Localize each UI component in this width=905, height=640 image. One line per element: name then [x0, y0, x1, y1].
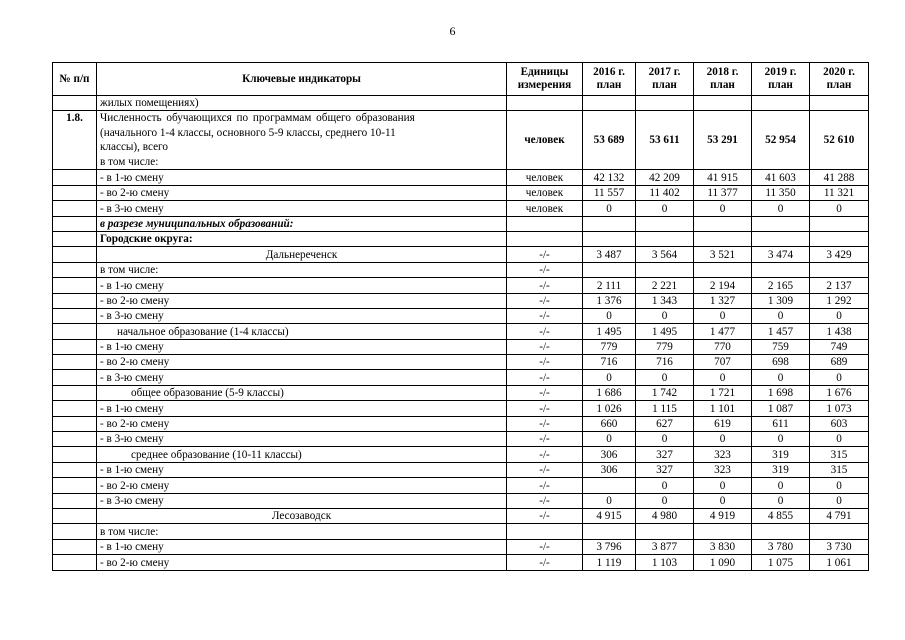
- value-cell: 4 915: [583, 508, 636, 523]
- value-cell: 0: [583, 308, 636, 323]
- value-cell: 1 327: [694, 293, 752, 308]
- indicator-cell: - в 3-ю смену: [97, 493, 507, 508]
- value-cell: 1 477: [694, 324, 752, 339]
- value-cell: 3 521: [694, 247, 752, 262]
- value-cell: [810, 262, 869, 277]
- table-row: [53, 555, 869, 570]
- table-row: [53, 293, 869, 308]
- indicator-cell: - во 2-ю смену: [97, 185, 507, 200]
- table-row: [53, 96, 869, 111]
- unit-cell: -/-: [507, 447, 583, 462]
- value-cell: 0: [636, 201, 694, 216]
- value-cell: [583, 216, 636, 231]
- table-row: [53, 308, 869, 323]
- value-cell: 611: [752, 416, 810, 431]
- indicator-cell: в том числе:: [97, 524, 507, 539]
- value-cell: [752, 231, 810, 246]
- unit-cell: человек: [507, 185, 583, 200]
- value-cell: 53 611: [636, 111, 694, 170]
- unit-cell: -/-: [507, 339, 583, 354]
- indicator-cell: - во 2-ю смену: [97, 293, 507, 308]
- value-cell: 2 111: [583, 278, 636, 293]
- value-cell: 0: [810, 308, 869, 323]
- indicator-cell: среднее образование (10-11 классы): [97, 447, 507, 462]
- indicator-cell: начальное образование (1-4 классы): [97, 324, 507, 339]
- unit-cell: [507, 524, 583, 539]
- table-row: [53, 478, 869, 493]
- table-row-main: [53, 111, 869, 170]
- value-cell: 2 221: [636, 278, 694, 293]
- row-number: 1.8.: [53, 111, 97, 170]
- value-cell: 0: [752, 308, 810, 323]
- value-cell: 4 980: [636, 508, 694, 523]
- indicator-cell: - в 1-ю смену: [97, 539, 507, 554]
- value-cell: 627: [636, 416, 694, 431]
- table-row: [53, 185, 869, 200]
- table-row: [53, 355, 869, 370]
- value-cell: 11 402: [636, 185, 694, 200]
- value-cell: 1 438: [810, 324, 869, 339]
- indicator-line: в том числе:: [100, 155, 159, 168]
- unit-cell: -/-: [507, 478, 583, 493]
- value-cell: 1 115: [636, 401, 694, 416]
- unit-cell: -/-: [507, 416, 583, 431]
- value-cell: 0: [694, 370, 752, 385]
- table-row: [53, 539, 869, 554]
- indicator-cell: - в 3-ю смену: [97, 308, 507, 323]
- unit-cell: -/-: [507, 555, 583, 570]
- value-cell: 0: [583, 432, 636, 447]
- table-row: [53, 370, 869, 385]
- indicator-cell: - в 3-ю смену: [97, 370, 507, 385]
- value-cell: 0: [810, 201, 869, 216]
- table-row: [53, 339, 869, 354]
- value-cell: 323: [694, 462, 752, 477]
- value-cell: [636, 231, 694, 246]
- value-cell: 0: [636, 432, 694, 447]
- value-cell: 327: [636, 447, 694, 462]
- value-cell: [694, 231, 752, 246]
- value-cell: 707: [694, 355, 752, 370]
- unit-cell: -/-: [507, 401, 583, 416]
- value-cell: 41 915: [694, 170, 752, 185]
- value-cell: [583, 231, 636, 246]
- header-row: [53, 63, 869, 96]
- value-cell: 1 698: [752, 385, 810, 400]
- value-cell: 716: [636, 355, 694, 370]
- value-cell: 3 730: [810, 539, 869, 554]
- value-cell: 1 087: [752, 401, 810, 416]
- indicator-cell: - в 3-ю смену: [97, 432, 507, 447]
- value-cell: 11 557: [583, 185, 636, 200]
- value-cell: 3 474: [752, 247, 810, 262]
- value-cell: 4 855: [752, 508, 810, 523]
- indicator-line: Численность обучающихся по программам общего образования: [100, 112, 415, 125]
- header-2018: 2018 г. план: [694, 63, 752, 96]
- value-cell: 759: [752, 339, 810, 354]
- value-cell: 603: [810, 416, 869, 431]
- value-cell: 0: [810, 493, 869, 508]
- value-cell: 3 796: [583, 539, 636, 554]
- value-cell: 689: [810, 355, 869, 370]
- value-cell: [752, 524, 810, 539]
- table-row: [53, 508, 869, 523]
- value-cell: 1 376: [583, 293, 636, 308]
- indicator-cell: - во 2-ю смену: [97, 478, 507, 493]
- header-indicator: Ключевые индикаторы: [97, 63, 507, 96]
- page-number: 6: [449, 24, 456, 38]
- value-cell: 2 165: [752, 278, 810, 293]
- value-cell: 1 101: [694, 401, 752, 416]
- table-row: [53, 385, 869, 400]
- table-row: [53, 447, 869, 462]
- indicator-cell: Городские округа:: [97, 231, 507, 246]
- indicator-line: классы), всего: [100, 141, 168, 154]
- value-cell: [752, 262, 810, 277]
- value-cell: [583, 262, 636, 277]
- unit-cell: человек: [507, 201, 583, 216]
- value-cell: 53 689: [583, 111, 636, 170]
- value-cell: 619: [694, 416, 752, 431]
- value-cell: 0: [694, 478, 752, 493]
- value-cell: 1 495: [636, 324, 694, 339]
- value-cell: 3 830: [694, 539, 752, 554]
- unit-cell: -/-: [507, 370, 583, 385]
- value-cell: 42 132: [583, 170, 636, 185]
- value-cell: [810, 231, 869, 246]
- indicator-cell: - во 2-ю смену: [97, 355, 507, 370]
- value-cell: 319: [752, 462, 810, 477]
- value-cell: [636, 262, 694, 277]
- table-row: [53, 216, 869, 231]
- value-cell: 698: [752, 355, 810, 370]
- value-cell: [752, 216, 810, 231]
- unit-cell: -/-: [507, 493, 583, 508]
- unit-cell: -/-: [507, 247, 583, 262]
- value-cell: 3 487: [583, 247, 636, 262]
- unit-cell: -/-: [507, 293, 583, 308]
- table-row: [53, 401, 869, 416]
- value-cell: [694, 524, 752, 539]
- value-cell: 1 119: [583, 555, 636, 570]
- value-cell: 1 103: [636, 555, 694, 570]
- header-unit: Единицы измерения: [507, 63, 583, 96]
- table-row: [53, 432, 869, 447]
- value-cell: 42 209: [636, 170, 694, 185]
- value-cell: 0: [810, 370, 869, 385]
- value-cell: 1 495: [583, 324, 636, 339]
- value-cell: 1 686: [583, 385, 636, 400]
- value-cell: 41 288: [810, 170, 869, 185]
- indicator-cell: общее образование (5-9 классы): [97, 385, 507, 400]
- value-cell: 660: [583, 416, 636, 431]
- value-cell: 0: [583, 370, 636, 385]
- value-cell: [636, 216, 694, 231]
- value-cell: 0: [636, 370, 694, 385]
- value-cell: [810, 524, 869, 539]
- value-cell: 2 137: [810, 278, 869, 293]
- table-row: [53, 170, 869, 185]
- value-cell: 1 676: [810, 385, 869, 400]
- value-cell: 3 564: [636, 247, 694, 262]
- unit-cell: человек: [507, 111, 583, 170]
- value-cell: 327: [636, 462, 694, 477]
- value-cell: 53 291: [694, 111, 752, 170]
- value-cell: 11 377: [694, 185, 752, 200]
- table-row: [53, 278, 869, 293]
- value-cell: 0: [583, 201, 636, 216]
- unit-cell: -/-: [507, 355, 583, 370]
- value-cell: 3 877: [636, 539, 694, 554]
- value-cell: 319: [752, 447, 810, 462]
- unit-cell: [507, 231, 583, 246]
- value-cell: 1 742: [636, 385, 694, 400]
- value-cell: [810, 216, 869, 231]
- value-cell: 1 026: [583, 401, 636, 416]
- unit-cell: -/-: [507, 385, 583, 400]
- indicator-cell: - в 1-ю смену: [97, 278, 507, 293]
- value-cell: [583, 524, 636, 539]
- value-cell: 323: [694, 447, 752, 462]
- indicator-cell: в том числе:: [97, 262, 507, 277]
- value-cell: 1 309: [752, 293, 810, 308]
- table-row: [53, 416, 869, 431]
- table-row: [53, 324, 869, 339]
- header-2016: 2016 г. план: [583, 63, 636, 96]
- indicator-cell: - в 1-ю смену: [97, 462, 507, 477]
- value-cell: 1 075: [752, 555, 810, 570]
- value-cell: 315: [810, 462, 869, 477]
- value-cell: 0: [694, 201, 752, 216]
- value-cell: 0: [636, 493, 694, 508]
- value-cell: 0: [752, 478, 810, 493]
- indicator-cell: - во 2-ю смену: [97, 555, 507, 570]
- value-cell: [694, 262, 752, 277]
- value-cell: 0: [810, 432, 869, 447]
- value-cell: 1 292: [810, 293, 869, 308]
- value-cell: 0: [636, 478, 694, 493]
- value-cell: 0: [752, 432, 810, 447]
- unit-cell: -/-: [507, 262, 583, 277]
- value-cell: 1 457: [752, 324, 810, 339]
- table-row: [53, 493, 869, 508]
- value-cell: 52 610: [810, 111, 869, 170]
- indicator-cell: - в 1-ю смену: [97, 339, 507, 354]
- unit-cell: человек: [507, 170, 583, 185]
- value-cell: 1 073: [810, 401, 869, 416]
- unit-cell: -/-: [507, 278, 583, 293]
- value-cell: [694, 216, 752, 231]
- value-cell: 52 954: [752, 111, 810, 170]
- value-cell: 306: [583, 462, 636, 477]
- header-2017: 2017 г. план: [636, 63, 694, 96]
- value-cell: 0: [694, 308, 752, 323]
- table-row: [53, 201, 869, 216]
- indicator-cell: - в 1-ю смену: [97, 170, 507, 185]
- value-cell: 716: [583, 355, 636, 370]
- table-row: [53, 231, 869, 246]
- header-no: № п/п: [53, 63, 97, 96]
- table-row: [53, 262, 869, 277]
- indicator-cell: - в 3-ю смену: [97, 201, 507, 216]
- indicator-cell: Лесозаводск: [97, 508, 507, 523]
- value-cell: 779: [583, 339, 636, 354]
- value-cell: 779: [636, 339, 694, 354]
- value-cell: 306: [583, 447, 636, 462]
- value-cell: 4 919: [694, 508, 752, 523]
- indicator-cell: - в 1-ю смену: [97, 401, 507, 416]
- value-cell: 3 429: [810, 247, 869, 262]
- table-row: [53, 462, 869, 477]
- value-cell: 0: [752, 370, 810, 385]
- value-cell: 4 791: [810, 508, 869, 523]
- value-cell: [636, 524, 694, 539]
- value-cell: 3 780: [752, 539, 810, 554]
- indicator-cell: [97, 111, 507, 170]
- value-cell: 1 090: [694, 555, 752, 570]
- value-cell: 2 194: [694, 278, 752, 293]
- value-cell: 41 603: [752, 170, 810, 185]
- indicator-cell: в разрезе муниципальных образований:: [97, 216, 507, 231]
- indicators-table: [52, 62, 869, 571]
- unit-cell: [507, 216, 583, 231]
- value-cell: 0: [636, 308, 694, 323]
- value-cell: [583, 478, 636, 493]
- header-2020: 2020 г. план: [810, 63, 869, 96]
- header-2019: 2019 г. план: [752, 63, 810, 96]
- value-cell: 0: [583, 493, 636, 508]
- value-cell: 1 343: [636, 293, 694, 308]
- value-cell: 0: [810, 478, 869, 493]
- unit-cell: -/-: [507, 462, 583, 477]
- value-cell: 0: [694, 493, 752, 508]
- unit-cell: -/-: [507, 508, 583, 523]
- unit-cell: -/-: [507, 324, 583, 339]
- value-cell: 1 061: [810, 555, 869, 570]
- value-cell: 770: [694, 339, 752, 354]
- indicator-line: (начального 1-4 классы, основного 5-9 классы, среднего 10-11: [100, 126, 396, 139]
- value-cell: 11 321: [810, 185, 869, 200]
- value-cell: 0: [694, 432, 752, 447]
- value-cell: 0: [752, 493, 810, 508]
- indicator-cell: Дальнереченск: [97, 247, 507, 262]
- value-cell: 0: [752, 201, 810, 216]
- table-row: [53, 247, 869, 262]
- value-cell: 749: [810, 339, 869, 354]
- value-cell: 315: [810, 447, 869, 462]
- table-row: [53, 524, 869, 539]
- indicator-cell: жилых помещениях): [97, 96, 507, 111]
- indicator-cell: - во 2-ю смену: [97, 416, 507, 431]
- value-cell: 11 350: [752, 185, 810, 200]
- value-cell: 1 721: [694, 385, 752, 400]
- unit-cell: -/-: [507, 308, 583, 323]
- unit-cell: -/-: [507, 432, 583, 447]
- unit-cell: -/-: [507, 539, 583, 554]
